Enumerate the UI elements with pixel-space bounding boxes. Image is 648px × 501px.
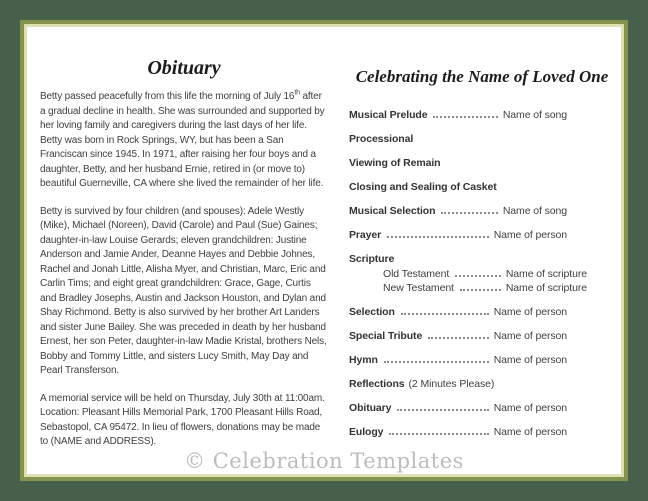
program-item-label: Scripture (349, 253, 395, 265)
dotted-leader (401, 313, 489, 315)
program-subrows (349, 268, 615, 295)
ordinal-superscript: th (294, 89, 300, 97)
paragraph-text: after a gradual decline in health. She was surrounded and supported by her loving family and caregivers during the last days of her life. Betty was born in Rock Springs, WY, but has been a San Franciscan since 1945. In 1971, after raising her four boys and a daughter, Betty, and her husband Ernie, retired in (or move to) beautiful Guerneville, CA where she lived the remainder of her life. (40, 91, 325, 189)
program-item-value: Name of person (493, 426, 567, 438)
obituary-paragraph (40, 392, 328, 450)
program-item-note: (2 Minutes Please) (408, 378, 495, 390)
program-row (349, 306, 567, 319)
program-item-label: Musical Selection (349, 205, 436, 217)
program-item-value: Name of scripture (505, 268, 587, 280)
program-row (349, 229, 567, 242)
obituary-column (40, 57, 328, 463)
program-item-label: Closing and Sealing of Casket (349, 181, 497, 193)
order-of-service-column (349, 67, 615, 450)
program-row (349, 378, 567, 391)
program-item-label: Selection (349, 306, 395, 318)
program-item-label: Hymn (349, 354, 378, 366)
program-row (349, 402, 567, 415)
frame-bevel-inner (24, 24, 624, 477)
program-item-label: Old Testament (383, 268, 450, 280)
dotted-leader (389, 433, 488, 435)
dotted-leader (428, 337, 488, 339)
paragraph-text: Betty passed peacefully from this life the morning of July 16 (40, 91, 295, 102)
program-item-value: Name of person (493, 354, 567, 366)
program-item-label: Eulogy (349, 426, 384, 438)
dotted-leader (433, 116, 497, 118)
obituary-paragraph (40, 90, 328, 192)
program-item-label: Obituary (349, 402, 392, 414)
dotted-leader (387, 236, 489, 238)
paragraph-text: Betty is survived by four children (and spouses): Adele Westly (Mike), Michael (Noreen), David (Carole) and Paul (Sue) Gaines; daughter-in-law Louise Gerards; eleven grandchildren: Justine Anderson and Jamie Ander, Deanne Hayes and Debbie Johnes, Rachel and Jonah Little, Alisha Myer, and Christian, Marc, Eric and Carlin Tims; and eight great grandchildren: Grace, Gage, Curtis and Bradley Josephs, Austin and Jackson Houston, and Dylan and Shay Richmond. Betty is also survived by her brother Art Landers and sister June Bailey. She was preceded in death by her husband Ernest, her son Peter, daughter-in-law Madie Kristal, brothers Nels, Bobby and Tommy Little, and sisters Lucy Smith, May Day and Pearl Transferson. (40, 205, 327, 376)
program-item-value: Name of person (493, 306, 567, 318)
program-item-label: Viewing of Remain (349, 157, 441, 169)
program-item-value: Name of song (502, 205, 567, 217)
program-item-value: Name of person (493, 402, 567, 414)
program-item-value: Name of song (502, 109, 567, 121)
paragraph-text: A memorial service will be held on Thursday, July 30th at 11:00am. Location: Pleasant Hills Memorial Park, 1700 Pleasant Hills Road, Sebastopol, CA 95472. In lieu of flowers, donations may be made to (NAME and ADDRESS). (40, 392, 325, 447)
obituary-paragraph (40, 205, 328, 379)
program-item-value: Name of person (493, 229, 567, 241)
program-row (349, 157, 567, 170)
program-row (349, 253, 567, 266)
dotted-leader (441, 212, 497, 214)
order-of-service-list (349, 109, 615, 439)
order-of-service-title: Celebrating the Name of Loved One (355, 67, 609, 86)
dotted-leader (460, 289, 501, 291)
program-row (383, 282, 587, 295)
program-row (349, 330, 567, 343)
program-item-label: Musical Prelude (349, 109, 428, 121)
obituary-paragraphs (40, 90, 328, 450)
program-row (349, 205, 567, 218)
program-item-label: New Testament (383, 282, 454, 294)
program-row (349, 181, 567, 194)
dotted-leader (384, 361, 489, 363)
program-row (349, 426, 567, 439)
obituary-title: Obituary (147, 57, 221, 79)
frame-bevel-outer (20, 20, 628, 481)
program-row (349, 133, 567, 146)
program-item-label: Special Tribute (349, 330, 423, 342)
page-content (27, 27, 621, 474)
watermark-text: © Celebration Templates (184, 449, 464, 473)
program-row (349, 354, 567, 367)
program-item-value: Name of scripture (505, 282, 587, 294)
dotted-leader (455, 275, 501, 277)
dotted-leader (397, 409, 488, 411)
program-item-label: Reflections (349, 378, 405, 390)
program-item-label: Processional (349, 133, 414, 145)
program-item-label: Prayer (349, 229, 382, 241)
program-row (383, 268, 587, 281)
program-row (349, 109, 567, 122)
program-item-value: Name of person (493, 330, 567, 342)
